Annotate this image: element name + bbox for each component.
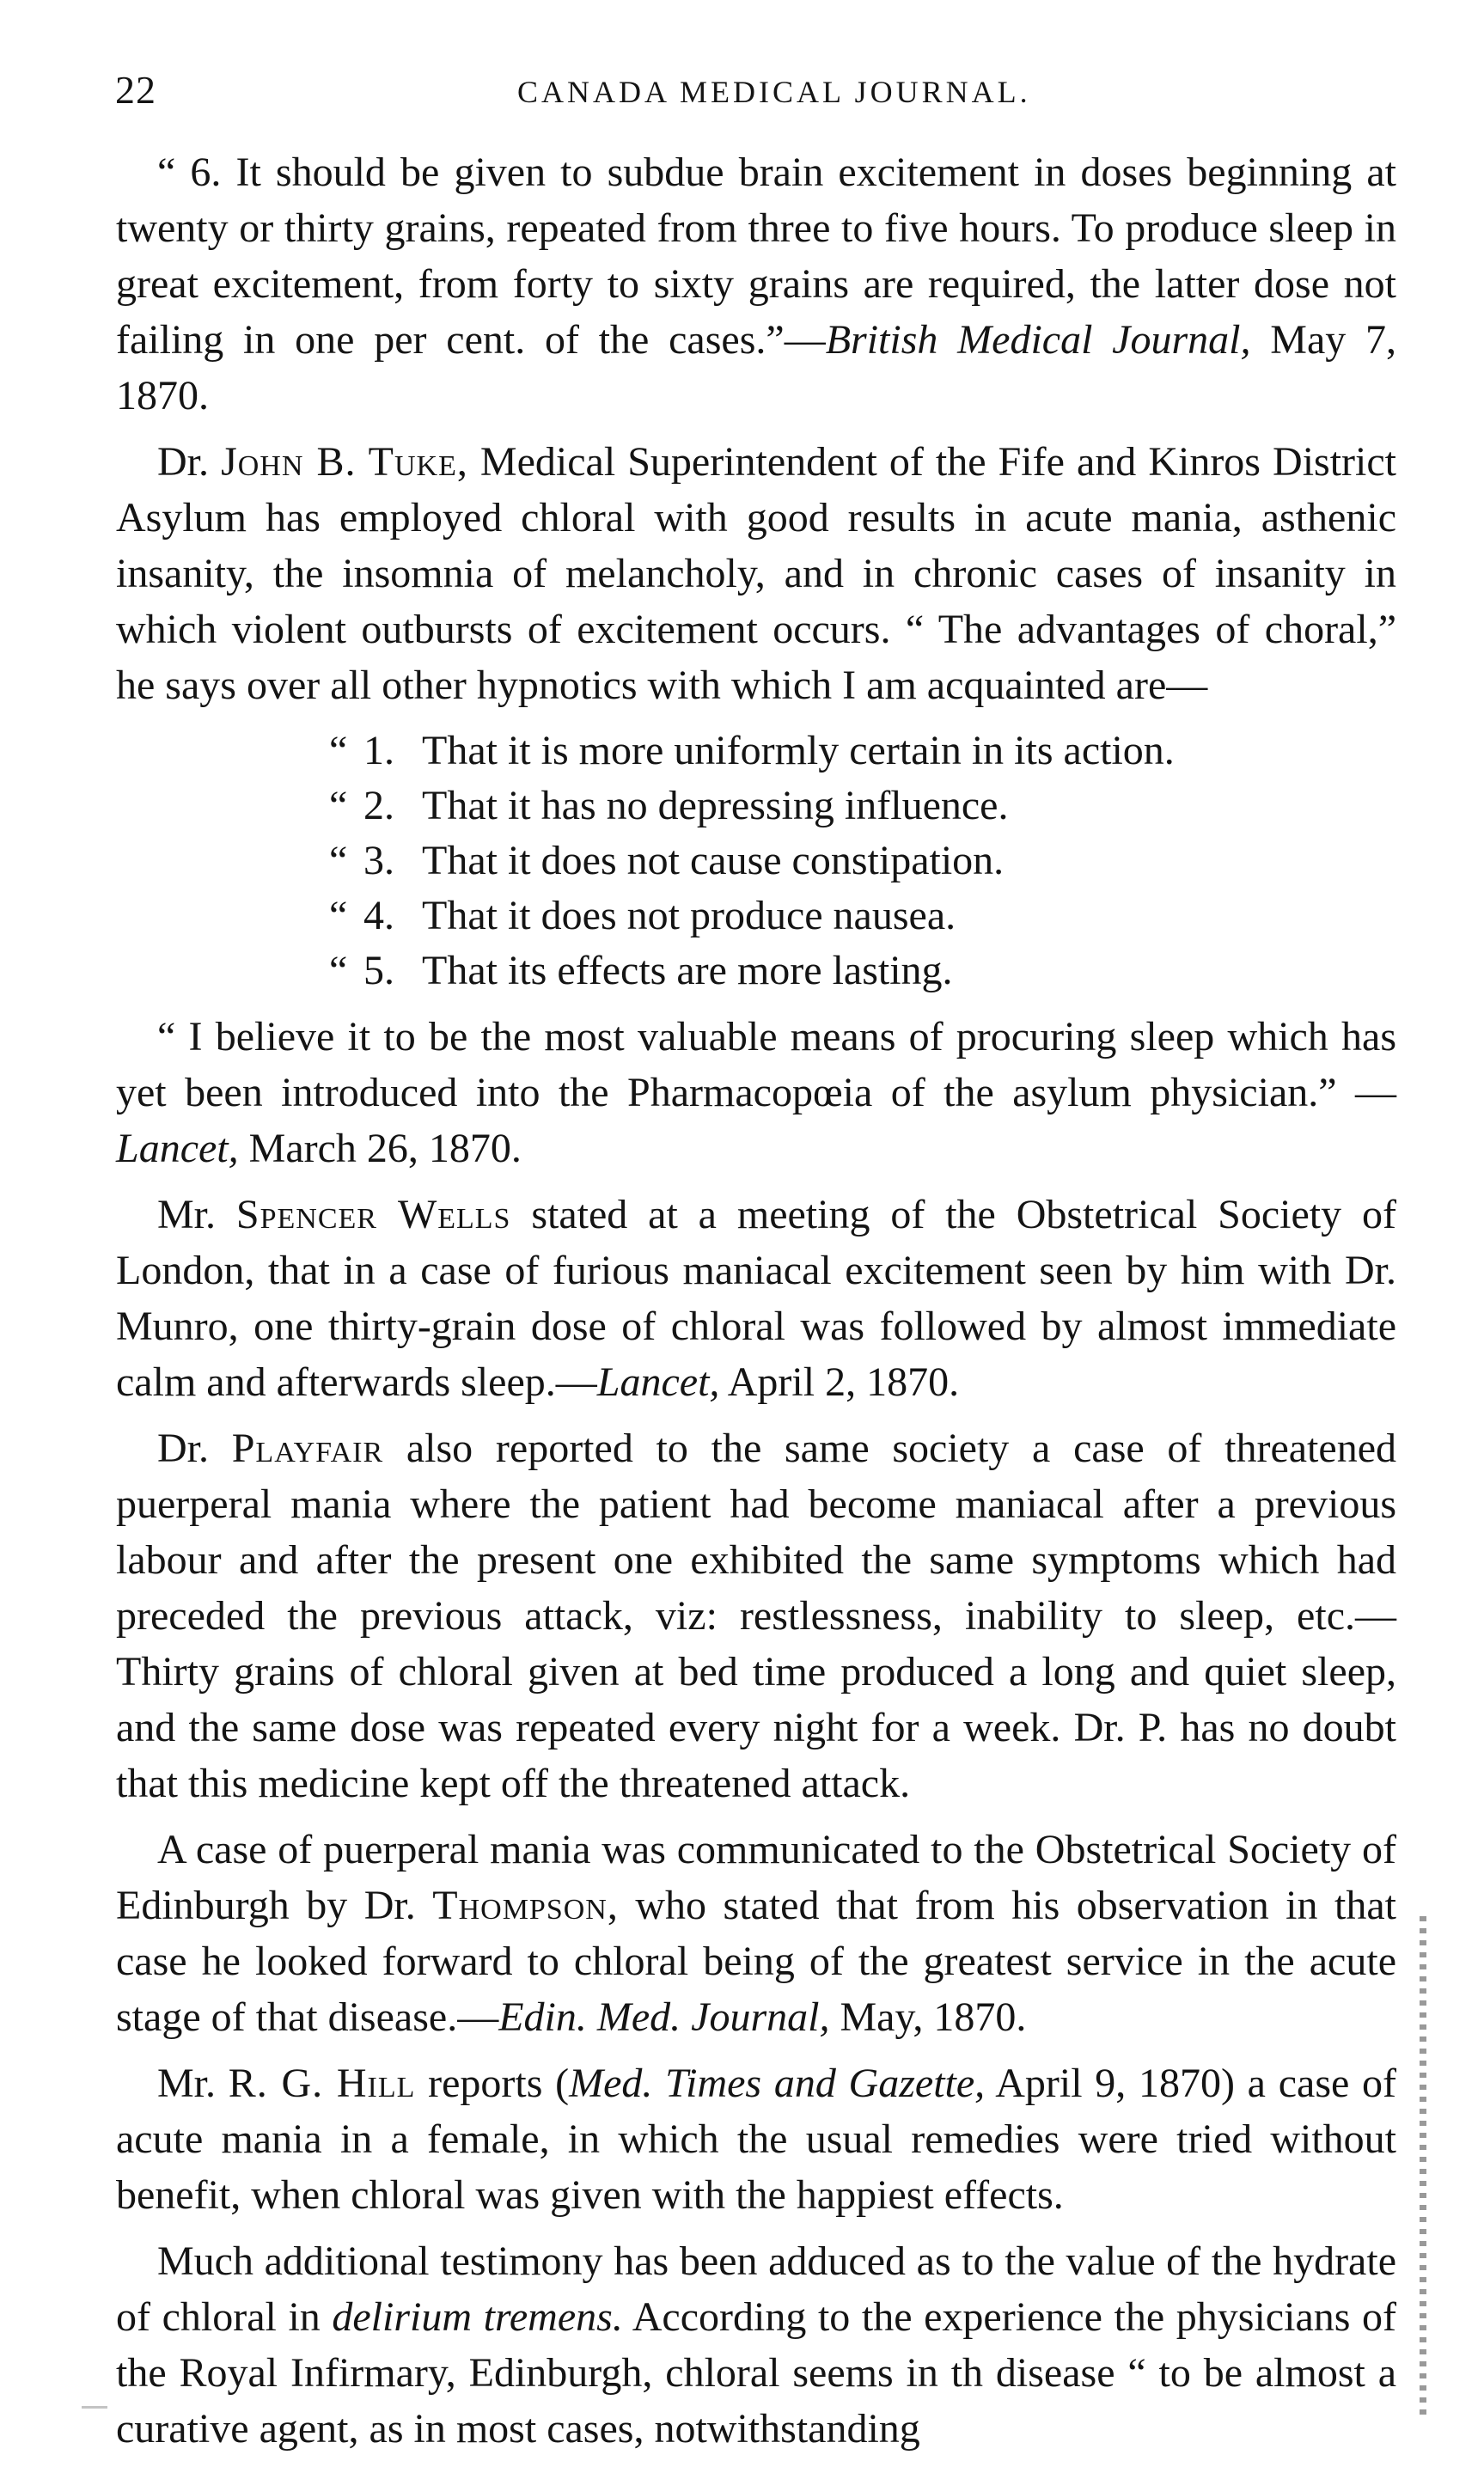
paragraph-prefix: Dr. xyxy=(157,1426,232,1471)
paragraph-text-2: According to the experience the physicians of the Royal Infirmary, Edinburgh, chloral seems in th disease “ to be almost a curative agent, as in most cases, notwithstanding xyxy=(116,2294,1396,2452)
citation-date: March 26, 1870. xyxy=(238,1126,522,1171)
list-number: 1. xyxy=(363,728,394,773)
citation-source: British Medical Journal, xyxy=(825,317,1251,363)
list-item xyxy=(329,724,1396,779)
list-item xyxy=(329,888,1396,943)
list-number: 3. xyxy=(363,838,394,883)
list-text: That it has no depressing influence. xyxy=(422,783,1009,828)
page-header xyxy=(105,67,1402,127)
author-name: Thompson, xyxy=(432,1883,619,1928)
paragraph-tuke xyxy=(116,434,1396,713)
paragraph-text: Medical Superintendent of the Fife and Kinros District Asylum has employed chloral with good results in acute mania, asthenic insanity, the insomnia of melancholy, and in chronic cases of insanity in which violent outbursts of excitement occurs. “ The advantages of choral,” he says over all other hypnotics with which I am acquainted are— xyxy=(116,439,1397,708)
italic-term: delirium tremens. xyxy=(332,2294,623,2340)
author-name: Playfair xyxy=(231,1426,384,1471)
paragraph-text: “ I believe it to be the most valuable means of procuring sleep which has yet been introduced into the Pharmacopœia of the asylum physician.” — xyxy=(116,1014,1396,1115)
paragraph-prefix: Mr. xyxy=(157,2061,229,2106)
paragraph-prefix: Dr. xyxy=(157,439,222,485)
citation-source: Lancet, xyxy=(596,1359,720,1405)
paragraph-text: A case of puerperal mania was communicated to the Obstetrical Society of Edinburgh by Dr. xyxy=(116,1827,1396,1928)
paragraph-thompson xyxy=(116,1822,1396,2045)
paragraph-spencer-wells xyxy=(116,1187,1396,1410)
list-text: That it is more uniformly certain in its action. xyxy=(422,728,1175,773)
paragraph-prefix: Mr. xyxy=(157,1192,236,1237)
author-name: John B. Tuke, xyxy=(221,439,468,485)
paragraph-text: reports ( xyxy=(415,2061,570,2106)
list-quote: “ xyxy=(329,893,348,938)
list-item xyxy=(329,779,1396,834)
author-name: R. G. Hill xyxy=(228,2061,416,2106)
list-number: 5. xyxy=(363,948,394,993)
citation-source: Lancet, xyxy=(116,1126,239,1171)
paragraph-delirium-tremens xyxy=(116,2233,1396,2457)
citation-source: Edin. Med. Journal, xyxy=(498,1994,830,2040)
paragraph-hill xyxy=(116,2055,1396,2223)
page-number: 22 xyxy=(115,68,156,112)
paragraph-text: “ 6. It should be given to subdue brain excitement in doses beginning at twenty or thirty grains, repeated from three to five hours. To produce sleep in great excitement, from forty to sixty grains are required, the latter dose not failing in one per cent. of the cases.”— xyxy=(116,150,1396,363)
running-head: CANADA MEDICAL JOURNAL. xyxy=(517,75,1031,109)
paragraph-chloral-doses xyxy=(116,144,1396,424)
citation-date: April 2, 1870. xyxy=(719,1359,960,1405)
paragraph-playfair xyxy=(116,1420,1396,1811)
list-text: That it does not produce nausea. xyxy=(422,893,956,938)
paragraph-text-2: who stated that from his observation in that case he looked forward to chloral being of the greatest service in the acute stage of that disease.— xyxy=(116,1883,1396,2040)
list-quote: “ xyxy=(329,838,348,883)
paragraph-text: also reported to the same society a case of threatened puerperal mania where the patient had become maniacal after a previous labour and after the present one exhibited the same symptoms which had preceded the previous attack, viz: restlessness, inability to sleep, etc.— Thirty grains of chloral given at bed time produced a long and quiet sleep, and the same dose was repeated every night for a week. Dr. P. has no doubt that this medicine kept off the threatened attack. xyxy=(116,1426,1396,1806)
list-item xyxy=(329,943,1396,998)
citation-date: May, 1870. xyxy=(829,1994,1027,2040)
paragraph-text-2: April 9, 1870) a case of acute mania in a female, in which the usual remedies were tried without benefit, when chloral was given with the happiest effects. xyxy=(116,2061,1396,2218)
list-quote: “ xyxy=(329,783,348,828)
scan-speck xyxy=(82,2406,107,2409)
list-text: That it does not cause constipation. xyxy=(422,838,1005,883)
article-body xyxy=(116,144,1396,2467)
list-quote: “ xyxy=(329,948,348,993)
list-text: That its effects are more lasting. xyxy=(422,948,953,993)
citation-date: May 7, 1870. xyxy=(116,317,1397,418)
author-name: Spencer Wells xyxy=(235,1192,511,1237)
paragraph-lancet-quote xyxy=(116,1009,1396,1176)
advantages-list xyxy=(116,724,1396,998)
paragraph-text: Much additional testimony has been adduced as to the value of the hydrate of chloral in xyxy=(116,2238,1396,2340)
list-number: 4. xyxy=(363,893,394,938)
citation-source: Med. Times and Gazette, xyxy=(569,2061,986,2106)
list-quote: “ xyxy=(329,728,348,773)
list-number: 2. xyxy=(363,783,394,828)
margin-scan-artifact xyxy=(1420,1916,1426,2415)
list-item xyxy=(329,834,1396,888)
paragraph-text: stated at a meeting of the Obstetrical Society of London, that in a case of furious maniacal excitement seen by him with Dr. Munro, one thirty-grain dose of chloral was followed by almost immediate calm and afterwards sleep.— xyxy=(116,1192,1397,1405)
